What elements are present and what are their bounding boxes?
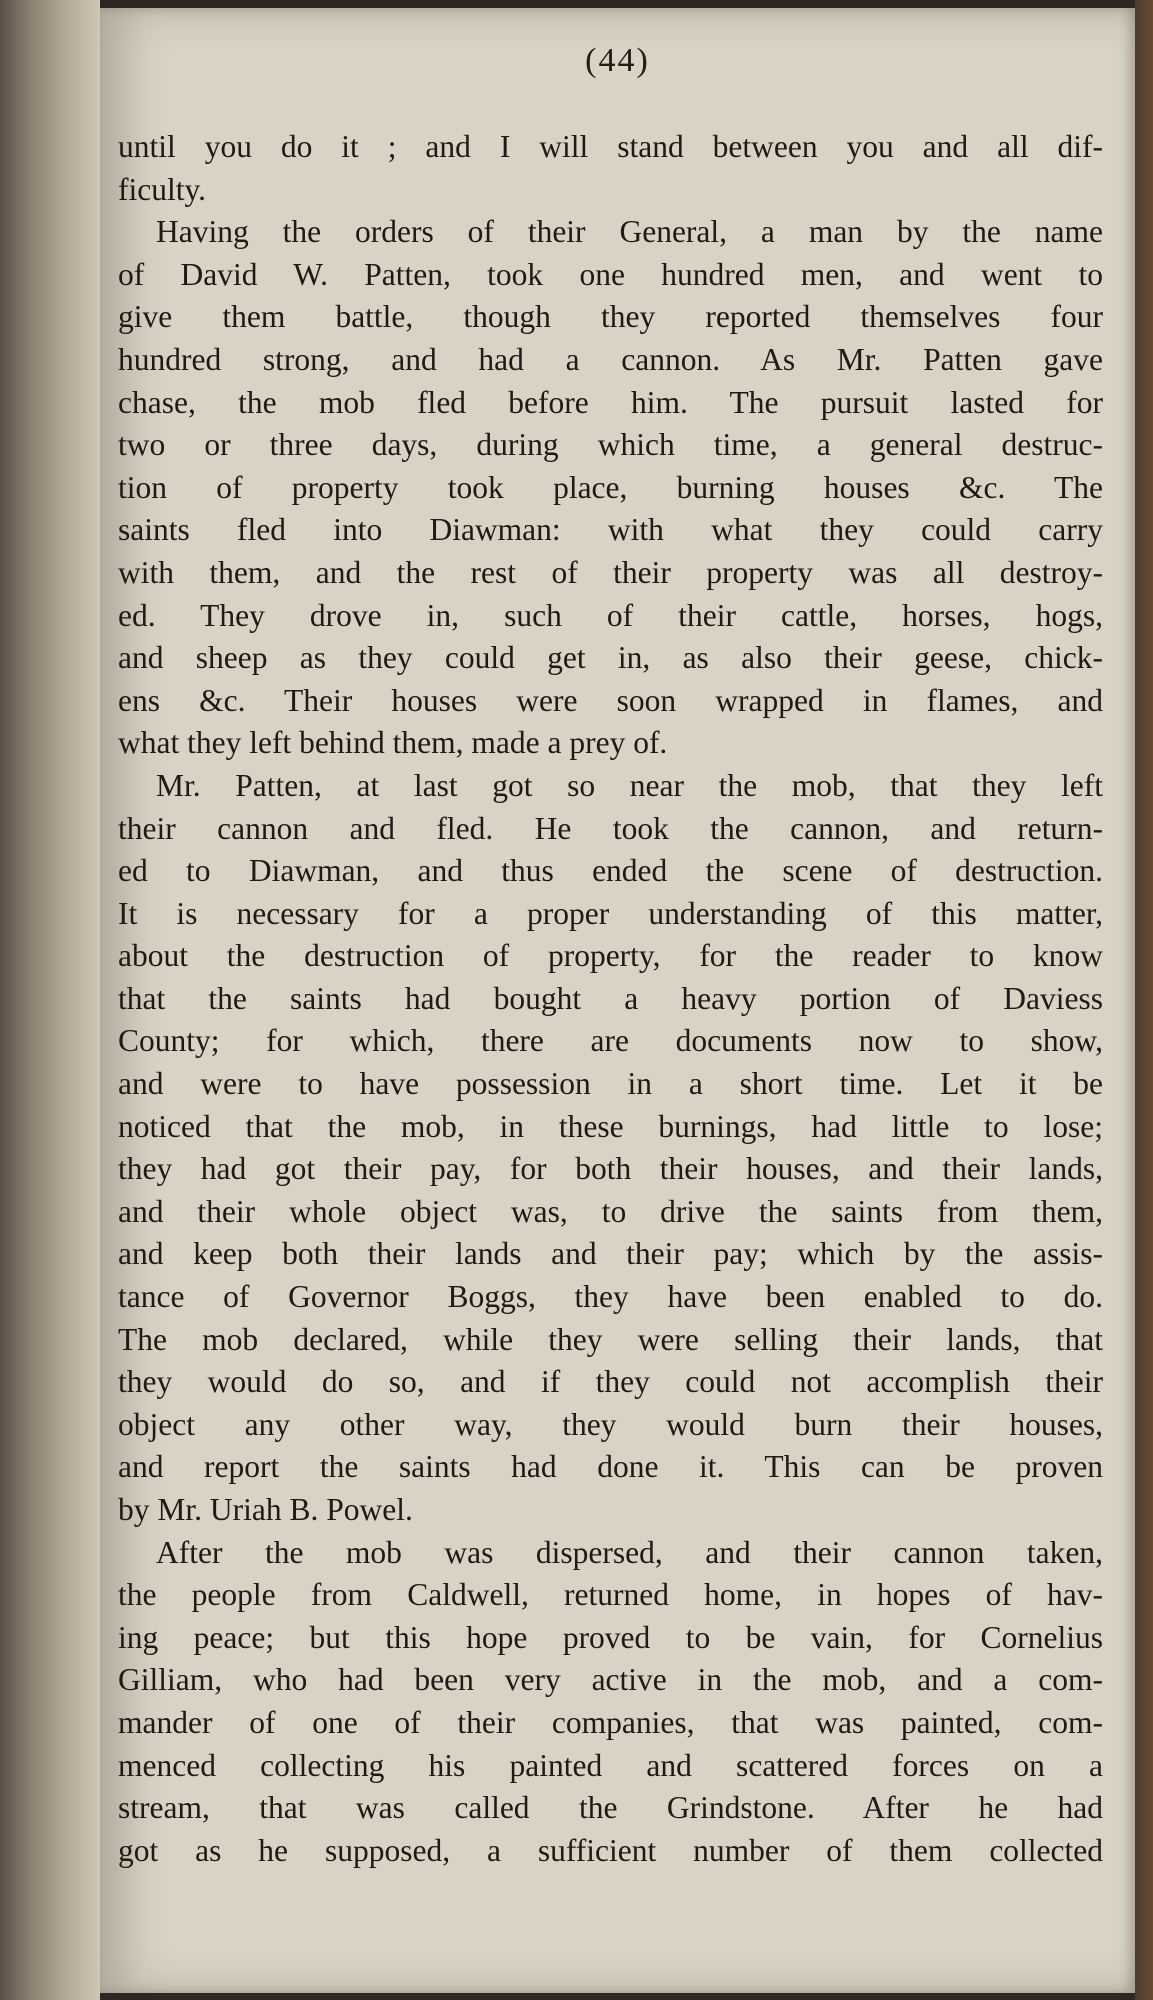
page-sheet: [100, 8, 1135, 1993]
text-line: and report the saints had done it. This can be proven: [118, 1449, 1103, 1485]
text-line: they had got their pay, for both their houses, and their lands,: [118, 1151, 1103, 1187]
text-line: until you do it ; and I will stand between you and all dif-: [118, 129, 1103, 164]
book-cover-edge: [1135, 0, 1153, 2000]
text-line: their cannon and fled. He took the cannon, and return-: [118, 810, 1103, 846]
text-line: got as he supposed, a sufficient number of them collected: [118, 1832, 1103, 1868]
text-line: stream, that was called the Grindstone. After he had: [118, 1790, 1103, 1826]
text-line: ed to Diawman, and thus ended the scene of destruction.: [118, 853, 1103, 889]
text-line: After the mob was dispersed, and their cannon taken,: [156, 1534, 1103, 1570]
text-line: menced collecting his painted and scattered forces on a: [118, 1747, 1103, 1783]
text-line: saints fled into Diawman: with what they could carry: [118, 512, 1103, 548]
text-line: object any other way, they would burn their houses,: [118, 1406, 1103, 1442]
text-line: tance of Governor Boggs, they have been enabled to do.: [118, 1279, 1103, 1315]
text-line: they would do so, and if they could not accomplish their: [118, 1364, 1103, 1400]
text-line: of David W. Patten, took one hundred men, and went to: [118, 256, 1103, 292]
text-line: County; for which, there are documents now to show,: [118, 1023, 1103, 1059]
text-line: Gilliam, who had been very active in the mob, and a com-: [118, 1662, 1103, 1698]
text-line: and keep both their lands and their pay; which by the assis-: [118, 1236, 1103, 1272]
text-line: that the saints had bought a heavy portion of Daviess: [118, 980, 1103, 1016]
text-line: noticed that the mob, in these burnings, had little to lose;: [118, 1108, 1103, 1144]
text-line: with them, and the rest of their property was all destroy-: [118, 554, 1103, 590]
text-line: ficulty.: [118, 171, 207, 207]
book-spine-gutter: [0, 0, 100, 2000]
text-line: ed. They drove in, such of their cattle, horses, hogs,: [118, 597, 1103, 633]
text-line: chase, the mob fled before him. The pursuit lasted for: [118, 384, 1103, 420]
text-line: give them battle, though they reported themselves four: [118, 299, 1103, 335]
text-line: tion of property took place, burning houses &c. The: [118, 469, 1103, 505]
text-line: and sheep as they could get in, as also their geese, chick-: [118, 640, 1103, 676]
text-line: Having the orders of their General, a man by the name: [156, 214, 1103, 250]
text-line: hundred strong, and had a cannon. As Mr. Patten gave: [118, 341, 1103, 377]
text-line: and their whole object was, to drive the saints from them,: [118, 1193, 1103, 1229]
text-line: ens &c. Their houses were soon wrapped in flames, and: [118, 682, 1103, 718]
text-line: by Mr. Uriah B. Powel.: [118, 1492, 413, 1527]
text-line: the people from Caldwell, returned home, in hopes of hav-: [118, 1577, 1103, 1613]
text-line: mander of one of their companies, that was painted, com-: [118, 1704, 1103, 1740]
text-line: It is necessary for a proper understanding of this matter,: [118, 895, 1103, 931]
text-line: two or three days, during which time, a general destruc-: [118, 427, 1103, 463]
text-line: Mr. Patten, at last got so near the mob, that they left: [156, 767, 1103, 803]
text-line: The mob declared, while they were selling their lands, that: [118, 1321, 1103, 1357]
text-line: what they left behind them, made a prey of.: [118, 725, 668, 761]
page-number: (44): [585, 42, 650, 79]
text-line: about the destruction of property, for the reader to know: [118, 938, 1103, 974]
text-line: and were to have possession in a short time. Let it be: [118, 1066, 1103, 1102]
text-line: ing peace; but this hope proved to be vain, for Cornelius: [118, 1619, 1103, 1655]
body-text: [118, 126, 1103, 1872]
